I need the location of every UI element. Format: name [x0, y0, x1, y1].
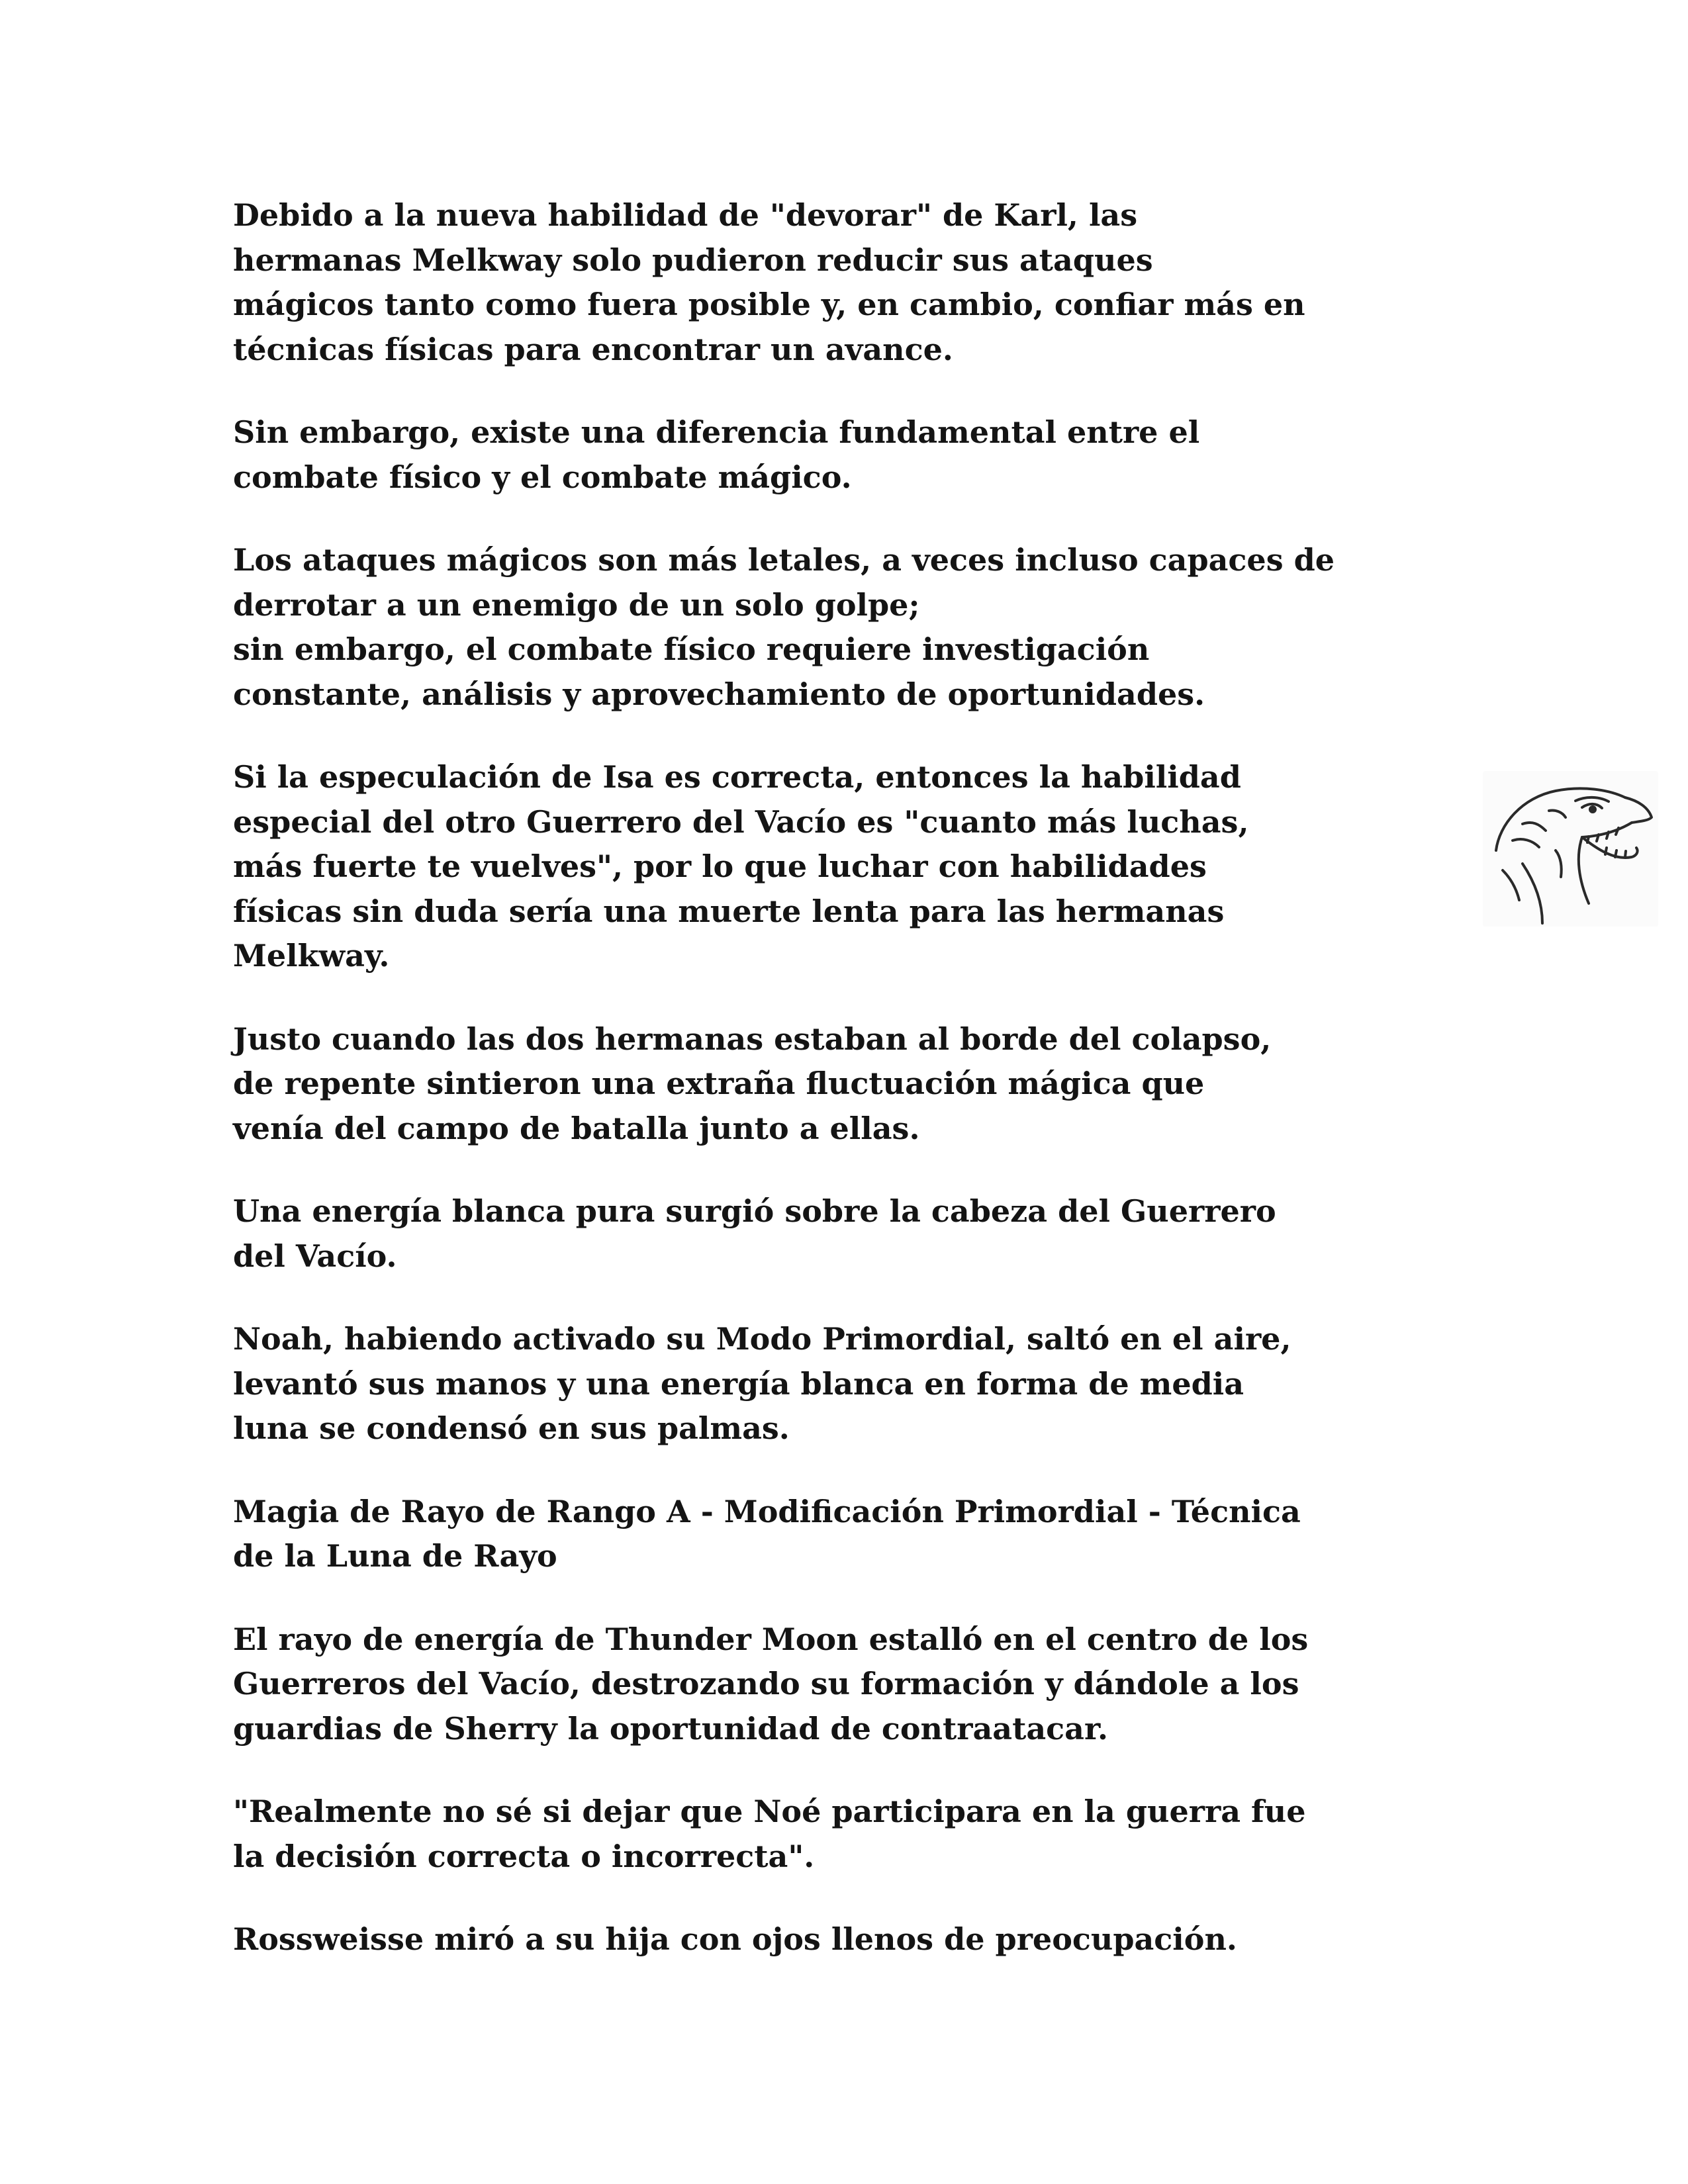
text-line: "Realmente no sé si dejar que Noé participara en la guerra fue: [233, 1794, 1306, 1829]
text-line: constante, análisis y aprovechamiento de oportunidades.: [233, 676, 1205, 712]
paragraph: [233, 1790, 1491, 1879]
paragraph: [233, 1917, 1491, 1962]
document-body: [233, 193, 1491, 2001]
text-line: más fuerte te vuelves", por lo que luchar con habilidades: [233, 848, 1207, 884]
paragraph: [233, 1317, 1491, 1451]
text-line: del Vacío.: [233, 1238, 397, 1274]
text-line: Noah, habiendo activado su Modo Primordial, saltó en el aire,: [233, 1321, 1291, 1357]
paragraph: [233, 1617, 1491, 1752]
text-line: Debido a la nueva habilidad de "devorar" de Karl, las: [233, 197, 1138, 233]
text-line: especial del otro Guerrero del Vacío es "cuanto más luchas,: [233, 803, 1249, 840]
text-line: Melkway.: [233, 938, 390, 974]
paragraph: [233, 1017, 1491, 1152]
text-line: Si la especulación de Isa es correcta, entonces la habilidad: [233, 759, 1241, 795]
text-line: Magia de Rayo de Rango A - Modificación Primordial - Técnica: [233, 1493, 1301, 1529]
paragraph: [233, 538, 1491, 717]
text-line: sin embargo, el combate físico requiere investigación: [233, 631, 1150, 667]
dinosaur-head-sketch-icon: [1483, 771, 1658, 927]
text-line: Justo cuando las dos hermanas estaban al borde del colapso,: [233, 1021, 1272, 1057]
text-line: venía del campo de batalla junto a ellas.: [233, 1110, 920, 1146]
text-line: luna se condensó en sus palmas.: [233, 1410, 790, 1446]
paragraph: [233, 755, 1491, 979]
paragraph: [233, 410, 1491, 500]
paragraph: [233, 1189, 1491, 1279]
text-line: derrotar a un enemigo de un solo golpe;: [233, 586, 920, 623]
text-line: la decisión correcta o incorrecta".: [233, 1838, 815, 1874]
text-line: de la Luna de Rayo: [233, 1538, 557, 1574]
text-line: físicas sin duda sería una muerte lenta para las hermanas: [233, 893, 1225, 929]
text-line: Sin embargo, existe una diferencia fundamental entre el: [233, 414, 1200, 450]
text-line: Guerreros del Vacío, destrozando su formación y dándole a los: [233, 1666, 1299, 1702]
paragraph: [233, 1490, 1491, 1579]
text-line: El rayo de energía de Thunder Moon estalló en el centro de los: [233, 1621, 1309, 1657]
text-line: hermanas Melkway solo pudieron reducir sus ataques: [233, 242, 1153, 278]
text-line: combate físico y el combate mágico.: [233, 459, 852, 495]
paragraph: [233, 193, 1491, 372]
text-line: de repente sintieron una extraña fluctuación mágica que: [233, 1066, 1205, 1101]
text-line: técnicas físicas para encontrar un avance.: [233, 331, 953, 367]
text-line: guardias de Sherry la oportunidad de contraatacar.: [233, 1710, 1108, 1747]
text-line: levantó sus manos y una energía blanca en forma de media: [233, 1365, 1244, 1402]
text-line: Rossweisse miró a su hija con ojos llenos de preocupación.: [233, 1921, 1237, 1957]
text-line: Los ataques mágicos son más letales, a veces incluso capaces de: [233, 542, 1335, 578]
text-line: Una energía blanca pura surgió sobre la cabeza del Guerrero: [233, 1193, 1276, 1229]
text-line: mágicos tanto como fuera posible y, en cambio, confiar más en: [233, 287, 1305, 322]
